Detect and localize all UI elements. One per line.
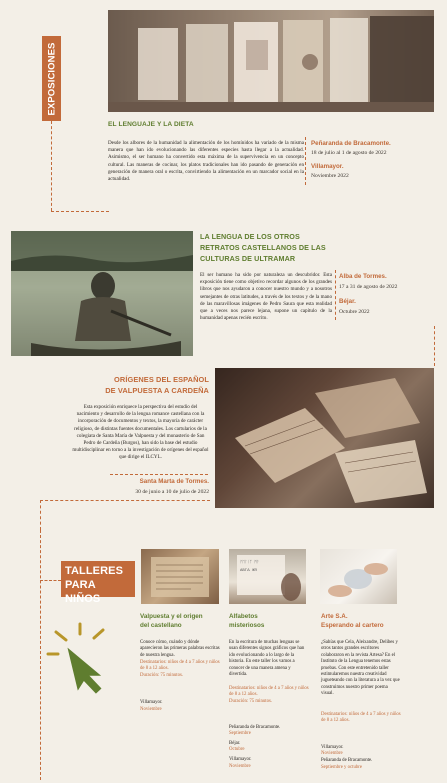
exhibit-2-venue-2-place: Béjar.: [339, 298, 356, 305]
exposiciones-label: EXPOSICIONES: [46, 42, 57, 115]
exhibit-1-venue-1-place: Peñaranda de Bracamonte.: [311, 140, 391, 147]
exhibit-2-venue-1-place: Alba de Tormes.: [339, 273, 387, 280]
exhibit-2-venue-2-date: Octubre 2022: [339, 309, 370, 315]
exhibit-2-title-line-2: RETRATOS CASTELLANOS DE LAS: [200, 243, 326, 252]
exhibit-1-title: EL LENGUAJE Y LA DIETA: [108, 121, 194, 128]
workshop-2-duration: Duración: 75 minutos.: [229, 699, 273, 704]
exhibit-3-venue-divider: [110, 474, 208, 475]
exhibit-3-venue-1-date: 30 de junio a 10 de julio de 2022: [135, 489, 209, 495]
talleres-label-box: [61, 561, 135, 605]
workshop-1-venue-1-date: Noviembre: [140, 707, 162, 712]
exhibit-3-venue-1-place: Santa Marta de Tormes.: [139, 478, 209, 485]
workshop-3-venue-2-place: Peñaranda de Bracamonte.: [321, 758, 373, 763]
workshop-2-venue-3-place: Villamayor.: [229, 757, 252, 762]
exhibit-2-description: El ser humano ha sido por naturaleza un descubridor. Esta exposición tiene como objetivo recordar algunos de los grandes libros que nos ayudaron a conocer nuestro mundo y a nosotros semejantes de otras latitudes, a través de los textos y de la mano de las maravillosas imágenes de Pedro Saura que esta realidad que a veces nos parece lejana, supone un capítulo de la humanidad apenas recién escrito.: [200, 272, 332, 322]
exhibit-3-title-line-2: DE VALPUESTA A CARDEÑA: [105, 386, 209, 395]
workshop-2-description: En la escritura de muchas lenguas se usan diferentes signos gráficos que han ido evolucionando a lo largo de la historia. En este taller los vamos a conocer de una manera amena y divertida.: [229, 640, 305, 678]
man-in-canoe-illustration: [11, 231, 193, 356]
workshop-2-photo: [229, 549, 306, 604]
svg-text:ΑΒΓΔ ЖЯ: ΑΒΓΔ ЖЯ: [240, 569, 257, 573]
talleres-connector: [40, 580, 61, 581]
exposiciones-timeline-line: [51, 121, 52, 211]
old-manuscript-illustration: [141, 549, 219, 604]
workshop-3-audience: Destinatarios: niños de 4 a 7 años y niños de 8 a 12 años.: [321, 712, 401, 724]
exhibit-1-venue-1-date: 18 de julio al 1 de agosto de 2022: [311, 150, 387, 156]
workshop-1-title-line-2: del castellano: [140, 622, 182, 629]
exposiciones-timeline-line-3: [40, 500, 41, 530]
exhibit-1-description: Desde los albores de la humanidad la alimentación de los homínidos ha variado de la misma manera que han ido evolucionando las diferentes especies hasta llegar a la actualidad. Asimismo, el ser humano ha convertido esta máxima de la supervivencia en un concepto cultural. Las maneras de cocinar, los platos tradicionales han ido pasando de generación en generación de manera oral o escrita, convirtiendo la alimentación en un marcador social en la actualidad.: [108, 140, 304, 183]
manuscripts-illustration: [215, 368, 434, 508]
exhibit-2-title-line-1: LA LENGUA DE LOS OTROS: [200, 232, 300, 241]
exhibit-1-venue-divider: [305, 137, 306, 185]
workshop-1-title-line-1: Valpuesta y el origen: [140, 613, 203, 620]
exhibit-2-venue-divider: [335, 270, 336, 320]
workshop-1-audience: Destinatarios: niños de 4 a 7 años y niños de 8 a 12 años.: [140, 660, 220, 672]
workshop-3-photo: [320, 549, 397, 604]
workshop-3-venue-1-place: Villamayor.: [321, 745, 344, 750]
workshop-2-venue-2-place: Béjar.: [229, 741, 241, 746]
exhibition-hall-illustration: [108, 10, 434, 112]
exposiciones-label-box: [42, 36, 61, 121]
exhibit-3-photo: [215, 368, 434, 508]
workshop-3-venue-2-date: Septiembre y octubre: [321, 765, 363, 770]
cursor-click-icon: [46, 622, 114, 702]
workshop-3-title-line-2: Esperando al cartero: [321, 622, 384, 629]
talleres-label-line-1: TALLERES: [65, 565, 124, 577]
workshop-3-venue-1-date: Noviembre: [321, 751, 343, 756]
workshop-3-title-line-1: Arte S.A.: [321, 613, 348, 620]
exposiciones-timeline-line-2: [434, 326, 435, 366]
svg-text:ᚠᛖᛚᛁᛉ ᛗᚨ: ᚠᛖᛚᛁᛉ ᛗᚨ: [240, 561, 260, 565]
workshop-1-duration: Duración: 75 minutos.: [140, 673, 184, 678]
workshop-2-title-line-2: misteriosos: [229, 622, 265, 629]
workshop-2-title-line-1: Alfabetos: [229, 613, 258, 620]
workshop-3-description: ¿Sabías que Cela, Aleixandre, Delibes y otros tantos grandes escritores colaboraron en la revista Artesa? En el Instituto de la Lengua tenemos estas pruebas. Con este entretenido taller estimularemos nuestra creatividad jugueteando con la literatura a la vez que construimos nuestro primer poema visual.: [321, 640, 400, 697]
workshop-2-venue-2-date: Octubre: [229, 747, 245, 752]
hands-crafting-illustration: [320, 549, 397, 604]
exhibit-2-venue-1-date: 17 a 31 de agosto de 2022: [339, 284, 398, 290]
exhibit-1-photo: [108, 10, 434, 112]
workshop-1-venue-1-place: Villamayor.: [140, 700, 163, 705]
talleres-label-line-2: PARA NIÑOS: [65, 579, 101, 605]
exposiciones-connector-3: [40, 500, 210, 501]
child-writing-illustration: [229, 549, 306, 604]
exhibit-3-description: Esta exposición enriquece la perspectiva del estudio del nacimiento y desarrollo de la lengua romance castellana con la incorporación de documentos y textos, la mayoría de carácter religioso, de distintas fuentes documentales. Los cartularios de la colegiata de Santa María de Valpuesta y del monasterio de San Pedro de Cardeña (Burgos), han sido la base del estudio multidisciplinar en torno a la investigación de orígenes del español que dirige el ILCYL.: [72, 404, 209, 461]
workshop-2-venue-1-date: Septiembre: [229, 731, 251, 736]
talleres-timeline-line: [40, 530, 41, 780]
exposiciones-connector-1: [51, 211, 109, 212]
exhibit-2-title-line-3: CULTURAS DE ULTRAMAR: [200, 254, 296, 263]
workshop-2-audience: Destinatarios: niños de 4 a 7 años y niños de 8 a 12 años.: [229, 686, 309, 698]
exhibit-2-photo: [11, 231, 193, 356]
exhibit-1-venue-2-date: Noviembre 2022: [311, 173, 349, 179]
workshop-2-venue-3-date: Noviembre: [229, 764, 251, 769]
workshop-1-photo: [141, 549, 219, 604]
exhibit-1-venue-2-place: Villamayor.: [311, 163, 344, 170]
workshop-2-venue-1-place: Peñaranda de Bracamonte.: [229, 725, 281, 730]
workshop-1-description: Conoce cómo, cuándo y dónde aparecieron las primeras palabras escritas de nuestra lengua.: [140, 640, 220, 658]
exhibit-3-title-line-1: ORÍGENES DEL ESPAÑOL: [114, 375, 209, 384]
